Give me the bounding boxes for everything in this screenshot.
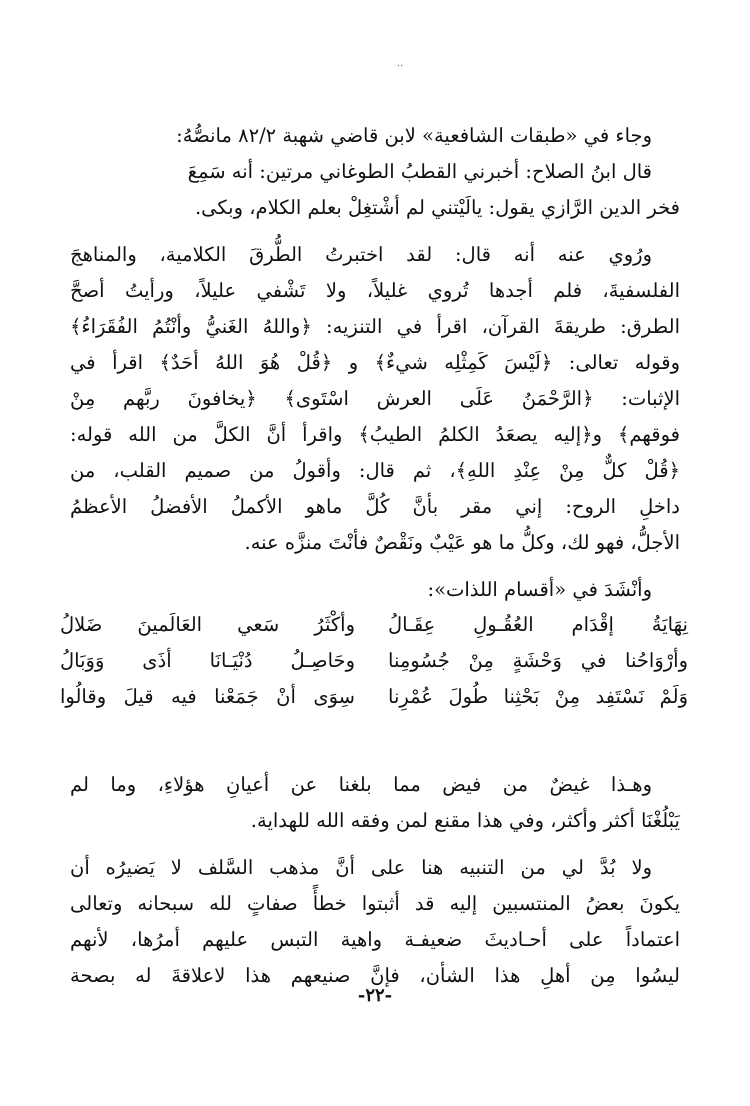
verse-hemistich-left: وحَاصِـلُ دُنْيَـانَا أذَى وَوَبَالُ bbox=[60, 649, 355, 672]
text-line: يكونَ بعضُ المنتسبين إليه قد أثبتوا خطأً صفاتٍ لله سبحانه وتعالى bbox=[70, 892, 680, 915]
page-number: -٢٢- bbox=[357, 985, 393, 1006]
text-line: الإثبات: ﴿الرَّحْمَنُ عَلَى العرش اسْتَوى﴾ ﴿يخافونَ ربَّهم مِنْ bbox=[70, 387, 680, 410]
text-line: ليسُوا مِن أهلِ هذا الشأن، فإنَّ صنيعهم هذا لاعلاقةَ له بصحة bbox=[70, 964, 680, 987]
text-line: اعتماداً على أحـاديثَ ضعيفـة واهية التبس عليهم أمرُها، لأنهم bbox=[70, 928, 680, 951]
text-line: ﴿قُلْ كلٌّ مِنْ عِنْدِ اللهِ﴾، ثم قال: وأقولُ من صميم القلب، من bbox=[70, 459, 680, 482]
poem-intro: وأنْشَدَ في «أقسام اللذات»: bbox=[427, 578, 652, 601]
verse-hemistich-right: وأرْوَاحُنا في وَحْشَةٍ مِنْ جُسُومِنا bbox=[388, 649, 688, 672]
text-line: الفلسفيةَ، فلم أجدها تُروي غليلاً، ولا تَشْفي عليلاً، ورأيتُ أصحَّ bbox=[70, 279, 680, 302]
text-line: يَبْلُغْنَا أكثر وأكثر، وفي هذا مقنع لمن وفقه الله للهداية. bbox=[250, 809, 680, 832]
text-line: الأجلُّ، فهو لك، وكلُّ ما هو عَيْبٌ ونَقْصٌ فأنْتَ منزَّه عنه. bbox=[244, 531, 680, 554]
text-line: ولا بُدَّ لي من التنبيه هنا على أنَّ مذهب السَّلف لا يَضيرُه أن bbox=[70, 856, 652, 879]
text-line: قال ابنُ الصلاح: أخبرني القطبُ الطوغاني مرتين: أنه سَمِعَ bbox=[187, 160, 652, 183]
text-line: ورُوي عنه أنه قال: لقد اختبرتُ الطُّرقَ الكلامية، والمناهجَ bbox=[70, 243, 652, 266]
text-line: وهـذا غيضٌ من فيض مما بلغنا عن أعيانِ هؤلاءِ، وما لم bbox=[70, 773, 652, 796]
text-line: الطرق: طريقةَ القرآن، اقرأ في التنزيه: ﴿واللهُ الغَنيُّ وأنْتُمُ الفُقَرَاءُ﴾ bbox=[70, 315, 680, 338]
verse-hemistich-left: وأكْثَرُ سَعي العَالَمينَ ضَلالُ bbox=[60, 613, 355, 636]
text-line: وقوله تعالى: ﴿لَيْسَ كَمِثْلِه شيءٌ﴾ و ﴿قُلْ هُوَ اللهُ أحَدٌ﴾ اقرأ في bbox=[70, 351, 680, 374]
text-line: فخر الدين الرَّازي يقول: يالَيْتني لم أشْتغِلْ بعلم الكلام، وبكى. bbox=[194, 196, 680, 219]
verse-hemistich-left: سِوَى أنْ جَمَعْنا فيه قيلَ وقالُوا bbox=[60, 685, 355, 708]
verse-hemistich-right: نِهَايَةُ إقْدَام العُقُـولِ عِقَـالُ bbox=[388, 613, 688, 636]
text-line: داخلِ الروح: إني مقر بأنَّ كُلَّ ماهو الأكملُ الأفضلُ الأعظمُ bbox=[70, 495, 680, 518]
text-line: وجاء في «طبقات الشافعية» لابن قاضي شهبة ٨٢/٢ مانصُّهُ: bbox=[176, 124, 652, 147]
verse-hemistich-right: وَلَمْ نَسْتَفِد مِنْ بَحْثِنا طُولَ عُمْرِنا bbox=[388, 685, 688, 708]
text-line: فوقهم﴾ و﴿إليه يصعَدُ الكلمُ الطيبُ﴾ واقرأ أنَّ الكلَّ من الله قوله: bbox=[70, 423, 680, 446]
top-mark: .. bbox=[396, 58, 404, 69]
